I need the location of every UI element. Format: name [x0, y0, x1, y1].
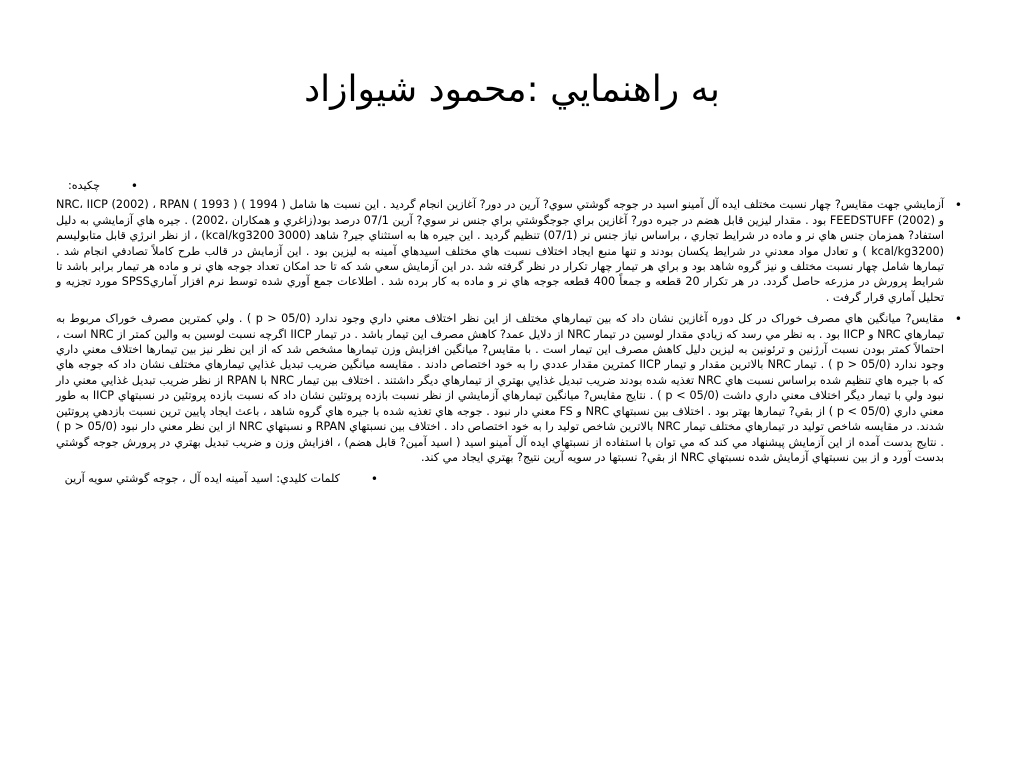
list-item: [56, 178, 944, 193]
slide-title: به راهنمايي :محمود شيوازاد: [304, 69, 720, 110]
bullet-icon: •: [954, 198, 962, 213]
list-item: [56, 197, 962, 305]
paragraph-results: مقايس? ميانگين هاي مصرف خوراک در کل دوره آغازين نشان داد که بين تيمارهاي مختلف از اين نظر اختلاف معني داري وجود ندارد (05/0 < p ) . ولي کمترين مصرف خوراک مربوط به تيمارهاي NRC و IICP بود . به نظر مي رسد که زيادي مقدار لوسين در تيمار NRC از دلايل عمد? کاهش مصرف اين تيمار باشد . در تيمار IICP اگرچه نسبت لوسين به والين کمتر از NRC است ، احتمالاً کمتر بودن نسبت آرژنين و ترئونين به ليزين دليل کاهش مصرف اين تيمار است . با مقايس? ميانگين افزايش وزن تيمارها مشخص شد که از اين نظر نيز بين تيمارها اختلاف معني داري وجود ندارد (05/0 < p ) . تيمار NRC بالاترين مقدار و تيمار IICP کمترين مقدار عددي را به خود اختصاص دادند . مقايسه ميانگين ضريب تبديل غذايي تيمارهاي مختلف نشان داد که جوجه هاي که با جيره هاي تنظيم شده براساس نسبت هاي NRC تغذيه شده بودند ضريب تبديل غذايي بهتري از تيمارهاي ديگر داشتند . اختلاف بين تيمار NRC با RPAN از نظر ضريب تبديل غذايي معني دار نبود ولي با تيمار ديگر اختلاف معني داري داشت (05/0 > p ) . نتايج مقايس? ميانگين تيمارهاي آزمايشي از نظر نسبت بازده پروتئين نشان داد که نسبت بازده پروتئين در نسبتهاي IICP به طور معني داري (05/0 > p ) از بقي? تيمارها بهتر بود . اختلاف بين نسبتهاي NRC و FS معني دار نبود . جوجه هاي تغذيه شده با جيره هاي گروه شاهد ، باعث ايجاد پايين ترين نسبت بازدهي پروتئين شدند. در مقايسه شاخص توليد در تيمارهاي مختلف تيمار NRC بالاترين شاخص توليد را به خود اختصاص داد . اختلاف بين نسبتهاي RPAN و نسبتهاي NRC از اين نظر معني دار نبود (05/0 < p ) . نتايج بدست آمده از اين آزمايش پيشنهاد مي کند که مي توان با استفاده از نسبتهاي ايده آل آمينو اسيد ( اسيد آمين? قابل هضم) ، افزايش وزن و ضريب تبديل بهتري در پرورش جوجه گوشتي بدست آورد و از بين نسبتهاي آزمايش شده نسبتهاي NRC از بقي? نسبتها در سويه آرين نتيج? بهتري ايجاد مي کند.: [56, 312, 945, 464]
slide-content: [56, 178, 962, 493]
bullet-icon: •: [370, 472, 378, 487]
list-item: [56, 471, 944, 486]
bullet-icon: •: [130, 179, 138, 193]
keywords: کلمات کليدي: اسيد آمينه ايده آل ، جوجه گوشتي سويه آرين: [64, 472, 340, 486]
abstract-heading: چکيده:: [68, 179, 100, 192]
bullet-list: [56, 178, 962, 487]
bullet-icon: •: [954, 312, 962, 327]
list-item: [56, 311, 962, 465]
paragraph-methods: آزمايشي جهت مقايس? چهار نسبت مختلف ايده آل آمينو اسيد در جوجه گوشتي سوي? آرين در دور? آغازين انجام گرديد . اين نسبت ها شامل ( 1994 ) NRC، IICP (2002) ، RPAN ( 1993 ) و (2002) FEEDSTUFF بود . مقدار ليزين قابل هضم در جيره دور? آغازين براي جوجگوشتي براي جنس نر سوي? آرين 07/1 درصد بود(زاغري و همکاران ،2002) . جيره هاي آزمايشي به دليل استفاد? همزمان جنس هاي نر و ماده در شرايط تجاري ، براساس نياز جنس نر (07/1) تنظيم گرديد . اين جيره ها به استثناي جير? شاهد (3000 kcal/kg3200) ، از نظر انرژي قابل متابوليسم (kcal/kg3200 ) و تعادل مواد معدني در شرايط يکسان بودند و تنها منبع ايجاد اختلاف نسبت هاي مختلف اسيدهاي آمينه به ليزين بود . اين آزمايش در قالب طرح کاملاً تصادفي انجام شد . تيمارها شامل چهار نسبت مختلف و نيز گروه شاهد بود و براي هر تيمار چهار تکرار در نظر گرفته شد .در اين آزمايش سعي شد که تا حد امکان تعداد جوجه هاي نر و ماده هر تيمار برابر باشد تا شرايط پرورش در مزرعه حاصل گردد. در هر تکرار 20 قطعه و جمعاً 400 قطعه جوجه هاي نر و ماده به کار برده شد . اطلاعات جمع آوري شده توسط نرم افزار آماريSPSS مورد تجزيه و تحليل آماري قرار گرفت .: [56, 198, 944, 304]
